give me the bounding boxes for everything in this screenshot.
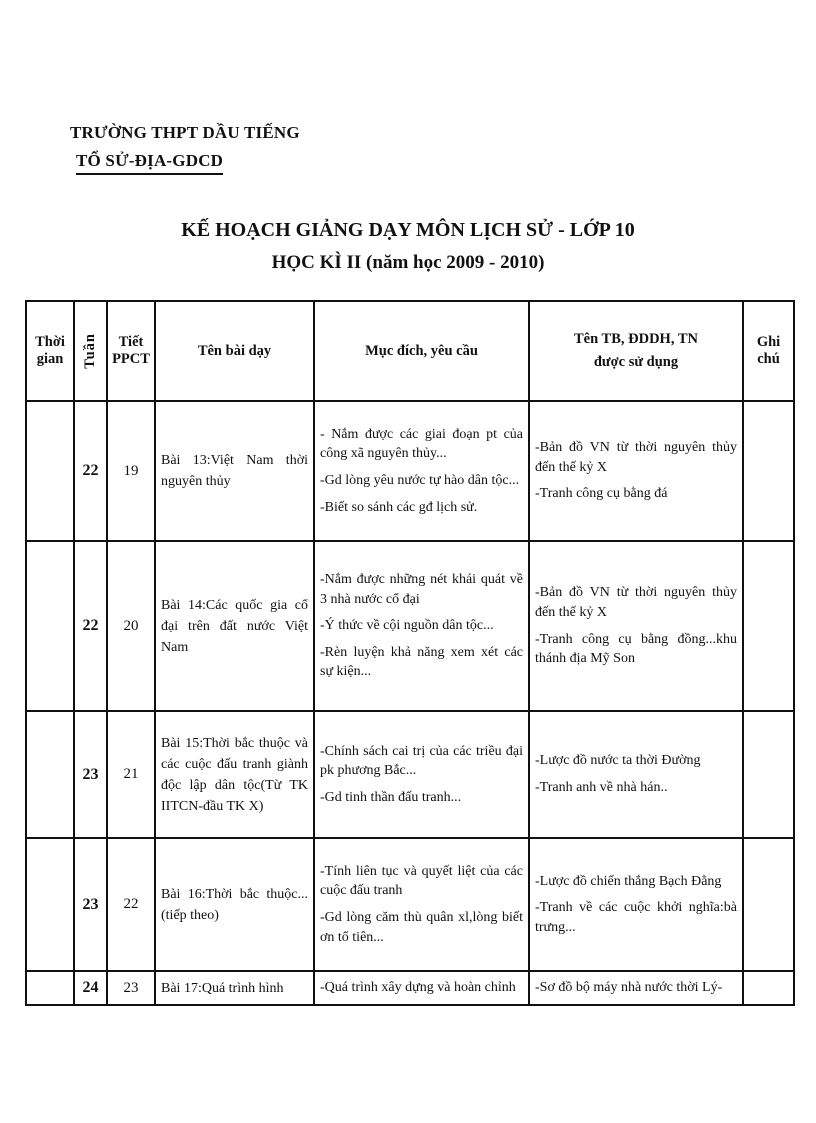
table-row (26, 838, 794, 971)
cell-ten-bai: Bài 14:Các quốc gia cổ đại trên đất nước Việt Nam (155, 541, 314, 711)
cell-ten-bai: Bài 13:Việt Nam thời nguyên thủy (155, 401, 314, 541)
cell-tuan: 22 (74, 401, 107, 541)
cell-tiet-ppct: 22 (107, 838, 155, 971)
equipment-item: -Bản đồ VN từ thời nguyên thủy đến thế kỷ X (535, 585, 737, 620)
col-header-ten-tb (529, 301, 743, 401)
table-row (26, 711, 794, 838)
objective-item: -Gd lòng căm thù quân xl,lòng biết ơn tổ tiên... (320, 910, 523, 945)
objective-item: -Gd tinh thần đấu tranh... (320, 789, 462, 805)
cell-thiet-bi (529, 711, 743, 838)
cell-thiet-bi (529, 401, 743, 541)
teaching-plan-table (25, 300, 795, 1006)
cell-tuan: 24 (74, 971, 107, 1005)
cell-ghi-chu (743, 401, 794, 541)
col-header-tuan (74, 301, 107, 401)
title-block (0, 219, 816, 274)
cell-muc-dich (314, 838, 529, 971)
objective-item: -Ý thức về cội nguồn dân tộc... (320, 618, 494, 634)
cell-tuan: 22 (74, 541, 107, 711)
cell-thoi-gian (26, 541, 74, 711)
table-row (26, 971, 794, 1005)
department-line (76, 151, 816, 175)
col-header-muc-dich: Mục đích, yêu cầu (314, 301, 529, 401)
cell-thoi-gian (26, 838, 74, 971)
table-row (26, 541, 794, 711)
cell-muc-dich (314, 541, 529, 711)
equipment-item: -Tranh công cụ bằng đá (535, 486, 668, 502)
objective-item: -Gd lòng yêu nước tự hào dân tộc... (320, 473, 520, 488)
table-header-row (26, 301, 794, 401)
col-header-ten-bai-day: Tên bài dạy (155, 301, 314, 401)
objective-item: -Tính liên tục và quyết liệt của các cuộc đấu tranh (320, 863, 523, 899)
school-name: TRƯỜNG THPT DẦU TIẾNG (70, 123, 300, 142)
cell-thiet-bi (529, 838, 743, 971)
cell-tiet-ppct: 19 (107, 401, 155, 541)
cell-ghi-chu (743, 711, 794, 838)
equipment-item: -Sơ đồ bộ máy nhà nước thời Lý- (535, 980, 723, 996)
cell-thoi-gian (26, 971, 74, 1005)
ten-tb-line2: được sử dụng (593, 354, 679, 370)
objective-item: -Quá trình xây dựng và hoàn chỉnh (320, 980, 516, 996)
cell-thiet-bi (529, 971, 743, 1005)
equipment-item: -Tranh công cụ bằng đồng...khu thánh địa Mỹ Son (535, 631, 737, 667)
objective-item: -Rèn luyện khả năng xem xét các sự kiện... (320, 644, 523, 680)
department-name: TỔ SỬ-ĐỊA-GDCD (76, 151, 223, 175)
objective-item: -Nắm được những nét khái quát về 3 nhà nước cổ đại (320, 572, 523, 607)
cell-ten-bai: Bài 15:Thời bắc thuộc và các cuộc đấu tranh giành độc lập dân tộc(Từ TK IITCN-đầu TK X) (155, 711, 314, 838)
cell-thoi-gian (26, 401, 74, 541)
cell-tiet-ppct: 20 (107, 541, 155, 711)
table-row (26, 401, 794, 541)
cell-tiet-ppct: 23 (107, 971, 155, 1005)
cell-tuan: 23 (74, 838, 107, 971)
objective-item: -Chính sách cai trị của các triều đại pk phương Bắc... (320, 743, 523, 779)
cell-muc-dich (314, 711, 529, 838)
cell-ten-bai: Bài 16:Thời bắc thuộc...(tiếp theo) (155, 838, 314, 971)
cell-ghi-chu (743, 971, 794, 1005)
cell-muc-dich (314, 401, 529, 541)
cell-ten-bai: Bài 17:Quá trình hình (155, 971, 314, 1005)
equipment-item: -Bản đồ VN từ thời nguyên thủy đến thế kỷ X (535, 440, 737, 475)
objective-item: -Biết so sánh các gđ lịch sử. (320, 499, 478, 515)
ten-tb-line1: Tên TB, ĐDDH, TN (574, 330, 698, 347)
cell-thiet-bi (529, 541, 743, 711)
tuan-vertical-label: Tuần (82, 333, 98, 369)
equipment-item: -Tranh về các cuộc khởi nghĩa:bà trưng... (535, 900, 737, 935)
equipment-item: -Tranh anh về nhà hán.. (535, 780, 668, 795)
equipment-item: -Lược đồ chiến thắng Bạch Đằng (535, 873, 722, 889)
cell-tiet-ppct: 21 (107, 711, 155, 838)
document-header (70, 123, 816, 175)
document-title: KẾ HOẠCH GIẢNG DẠY MÔN LỊCH SỬ - LỚP 10 (181, 219, 635, 241)
equipment-item: -Lược đồ nước ta thời Đường (535, 753, 701, 769)
col-header-thoi-gian: Thời gian (26, 301, 74, 401)
col-header-tiet-ppct: Tiết PPCT (107, 301, 155, 401)
objective-item: - Nắm được các giai đoạn pt của công xã nguyên thủy... (320, 426, 523, 462)
col-header-ghi-chu: Ghi chú (743, 301, 794, 401)
cell-ghi-chu (743, 838, 794, 971)
cell-muc-dich (314, 971, 529, 1005)
cell-tuan: 23 (74, 711, 107, 838)
document-subtitle: HỌC KÌ II (năm học 2009 - 2010) (271, 252, 545, 273)
cell-thoi-gian (26, 711, 74, 838)
cell-ghi-chu (743, 541, 794, 711)
